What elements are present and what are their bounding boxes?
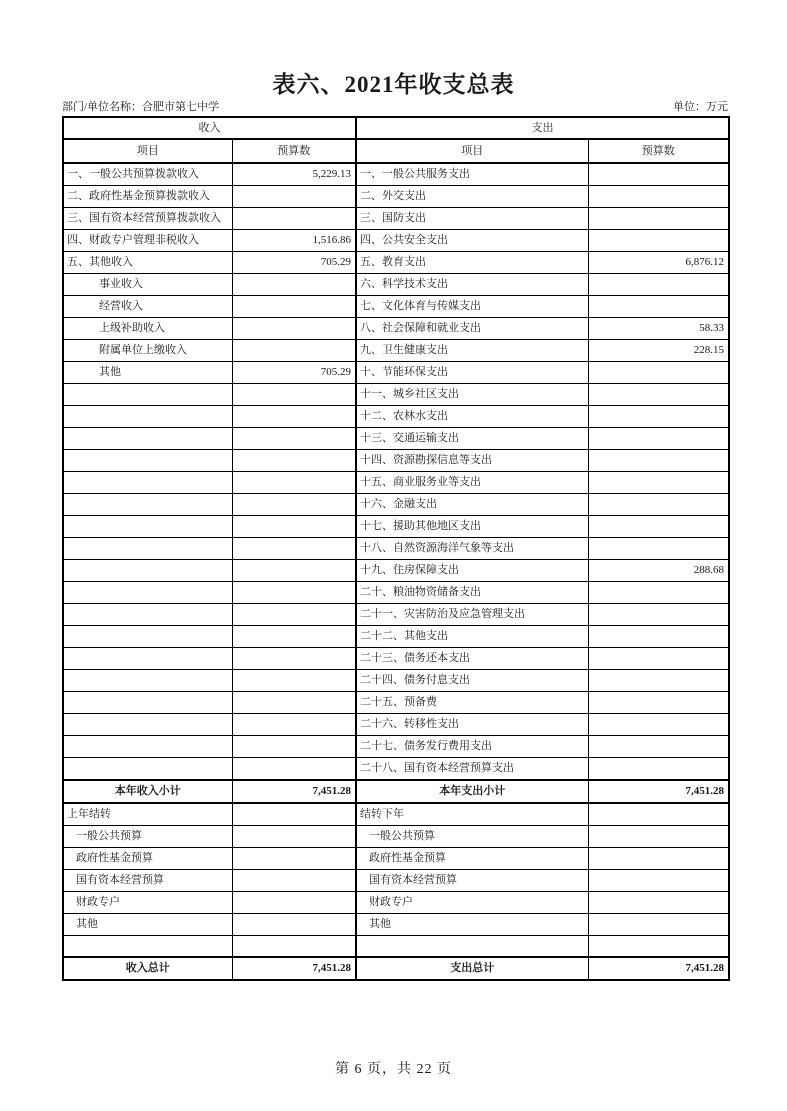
expense-item-cell: 三、国防支出	[356, 208, 588, 230]
expense-item-cell: 十九、住房保障支出	[356, 560, 588, 582]
expense-budget-cell	[588, 516, 729, 538]
income-budget-cell	[232, 538, 356, 560]
income-item-cell	[63, 648, 232, 670]
expense-budget-column-header: 预算数	[588, 139, 729, 163]
income-item-cell	[63, 494, 232, 516]
income-budget-cell: 7,451.28	[232, 957, 356, 980]
income-budget-cell	[232, 848, 356, 870]
income-budget-cell	[232, 516, 356, 538]
table-row	[63, 340, 729, 362]
income-budget-cell	[232, 406, 356, 428]
expense-item-cell: 国有资本经营预算	[356, 870, 588, 892]
income-item-cell: 一、一般公共预算拨款收入	[63, 163, 232, 186]
group-header-row	[63, 117, 729, 139]
expense-budget-cell	[588, 186, 729, 208]
table-row	[63, 384, 729, 406]
expense-budget-cell	[588, 406, 729, 428]
income-item-cell: 上级补助收入	[63, 318, 232, 340]
income-item-cell	[63, 472, 232, 494]
expense-budget-cell	[588, 892, 729, 914]
income-item-cell: 二、政府性基金预算拨款收入	[63, 186, 232, 208]
expense-budget-cell	[588, 428, 729, 450]
income-item-cell	[63, 670, 232, 692]
income-budget-cell	[232, 208, 356, 230]
expense-item-cell: 二十五、预备费	[356, 692, 588, 714]
income-item-cell: 财政专户	[63, 892, 232, 914]
income-budget-cell	[232, 274, 356, 296]
income-budget-cell: 705.29	[232, 362, 356, 384]
income-item-cell	[63, 560, 232, 582]
income-item-cell: 本年收入小计	[63, 780, 232, 803]
expense-budget-cell	[588, 626, 729, 648]
income-item-cell: 附属单位上缴收入	[63, 340, 232, 362]
expense-item-cell: 二十四、债务付息支出	[356, 670, 588, 692]
table-row	[63, 163, 729, 186]
income-item-cell	[63, 450, 232, 472]
income-item-cell: 其他	[63, 914, 232, 936]
table-row	[63, 736, 729, 758]
income-group-header: 收入	[63, 117, 356, 139]
expense-item-cell: 八、社会保障和就业支出	[356, 318, 588, 340]
summary-row	[63, 780, 729, 803]
income-budget-cell	[232, 340, 356, 362]
expense-budget-cell	[588, 208, 729, 230]
expense-budget-cell	[588, 604, 729, 626]
expense-item-cell: 二十八、国有资本经营预算支出	[356, 758, 588, 781]
table-row	[63, 428, 729, 450]
expense-budget-cell	[588, 384, 729, 406]
summary-row	[63, 957, 729, 980]
unit-label: 单位：万元	[673, 101, 728, 113]
income-budget-cell	[232, 318, 356, 340]
expense-budget-cell: 6,876.12	[588, 252, 729, 274]
column-header-row	[63, 139, 729, 163]
expense-budget-cell	[588, 670, 729, 692]
table-row	[63, 186, 729, 208]
expense-item-cell: 二十三、债务还本支出	[356, 648, 588, 670]
budget-summary-table	[62, 116, 730, 981]
income-item-cell	[63, 714, 232, 736]
income-budget-cell: 705.29	[232, 252, 356, 274]
income-budget-cell	[232, 582, 356, 604]
income-item-cell: 国有资本经营预算	[63, 870, 232, 892]
expense-budget-cell	[588, 494, 729, 516]
expense-budget-cell	[588, 692, 729, 714]
expense-item-cell: 十五、商业服务业等支出	[356, 472, 588, 494]
table-row	[63, 296, 729, 318]
income-item-cell	[63, 406, 232, 428]
expense-item-cell: 二十二、其他支出	[356, 626, 588, 648]
expense-item-cell: 政府性基金预算	[356, 848, 588, 870]
income-item-column-header: 项目	[63, 139, 232, 163]
expense-item-cell: 结转下年	[356, 803, 588, 826]
expense-budget-cell	[588, 648, 729, 670]
table-row	[63, 538, 729, 560]
table-row	[63, 892, 729, 914]
income-budget-cell: 1,516.86	[232, 230, 356, 252]
expense-item-cell: 财政专户	[356, 892, 588, 914]
income-budget-cell	[232, 450, 356, 472]
expense-item-cell: 其他	[356, 914, 588, 936]
table-body	[63, 163, 729, 980]
income-item-cell: 其他	[63, 362, 232, 384]
income-budget-cell	[232, 428, 356, 450]
table-row	[63, 870, 729, 892]
expense-budget-cell: 7,451.28	[588, 780, 729, 803]
table-row	[63, 826, 729, 848]
expense-item-cell: 六、科学技术支出	[356, 274, 588, 296]
expense-item-cell: 五、教育支出	[356, 252, 588, 274]
table-row	[63, 648, 729, 670]
expense-item-cell: 十四、资源勘探信息等支出	[356, 450, 588, 472]
expense-budget-cell	[588, 826, 729, 848]
income-budget-cell	[232, 826, 356, 848]
income-item-cell	[63, 516, 232, 538]
expense-budget-cell: 7,451.28	[588, 957, 729, 980]
table-row	[63, 714, 729, 736]
table-row	[63, 362, 729, 384]
table-row	[63, 252, 729, 274]
income-item-cell	[63, 626, 232, 648]
expense-item-cell	[356, 936, 588, 957]
expense-item-cell: 十八、自然资源海洋气象等支出	[356, 538, 588, 560]
income-budget-cell: 7,451.28	[232, 780, 356, 803]
income-item-cell: 五、其他收入	[63, 252, 232, 274]
income-budget-cell	[232, 803, 356, 826]
table-row	[63, 692, 729, 714]
expense-budget-cell	[588, 362, 729, 384]
table-row	[63, 494, 729, 516]
table-row	[63, 604, 729, 626]
expense-budget-cell	[588, 472, 729, 494]
expense-group-header: 支出	[356, 117, 729, 139]
expense-budget-cell	[588, 736, 729, 758]
expense-budget-cell: 58.33	[588, 318, 729, 340]
table-row	[63, 936, 729, 957]
income-item-cell	[63, 692, 232, 714]
expense-item-cell: 十七、援助其他地区支出	[356, 516, 588, 538]
expense-budget-cell: 288.68	[588, 560, 729, 582]
expense-budget-cell	[588, 936, 729, 957]
expense-item-cell: 一、一般公共服务支出	[356, 163, 588, 186]
income-item-cell: 经营收入	[63, 296, 232, 318]
income-budget-cell	[232, 472, 356, 494]
expense-item-cell: 十三、交通运输支出	[356, 428, 588, 450]
table-row	[63, 274, 729, 296]
income-item-cell	[63, 604, 232, 626]
income-item-cell	[63, 936, 232, 957]
income-budget-cell	[232, 870, 356, 892]
table-row	[63, 472, 729, 494]
income-budget-cell	[232, 648, 356, 670]
income-budget-cell	[232, 626, 356, 648]
income-item-cell: 三、国有资本经营预算拨款收入	[63, 208, 232, 230]
income-item-cell	[63, 384, 232, 406]
income-item-cell: 上年结转	[63, 803, 232, 826]
income-budget-cell	[232, 692, 356, 714]
expense-item-cell: 一般公共预算	[356, 826, 588, 848]
income-budget-cell	[232, 892, 356, 914]
expense-item-cell: 二、外交支出	[356, 186, 588, 208]
table-row	[63, 803, 729, 826]
table-row	[63, 582, 729, 604]
income-budget-cell	[232, 714, 356, 736]
income-item-cell: 事业收入	[63, 274, 232, 296]
expense-item-cell: 四、公共安全支出	[356, 230, 588, 252]
table-row	[63, 516, 729, 538]
expense-budget-cell	[588, 848, 729, 870]
expense-budget-cell	[588, 450, 729, 472]
expense-item-cell: 本年支出小计	[356, 780, 588, 803]
expense-budget-cell: 228.15	[588, 340, 729, 362]
page-title: 表六、2021年收支总表	[272, 72, 515, 97]
expense-budget-cell	[588, 274, 729, 296]
table-row	[63, 626, 729, 648]
expense-item-cell: 二十六、转移性支出	[356, 714, 588, 736]
income-budget-cell	[232, 560, 356, 582]
expense-item-cell: 七、文化体育与传媒支出	[356, 296, 588, 318]
expense-budget-cell	[588, 914, 729, 936]
income-item-cell: 四、财政专户管理非税收入	[63, 230, 232, 252]
expense-budget-cell	[588, 163, 729, 186]
table-row	[63, 914, 729, 936]
expense-item-cell: 二十、粮油物资储备支出	[356, 582, 588, 604]
income-item-cell: 收入总计	[63, 957, 232, 980]
expense-item-cell: 支出总计	[356, 957, 588, 980]
income-budget-cell	[232, 604, 356, 626]
expense-item-cell: 二十七、债务发行费用支出	[356, 736, 588, 758]
table-row	[63, 318, 729, 340]
income-budget-cell	[232, 670, 356, 692]
expense-item-cell: 九、卫生健康支出	[356, 340, 588, 362]
page-number: 第 6 页，共 22 页	[335, 1062, 452, 1077]
expense-budget-cell	[588, 582, 729, 604]
income-item-cell: 政府性基金预算	[63, 848, 232, 870]
expense-budget-cell	[588, 714, 729, 736]
income-item-cell: 一般公共预算	[63, 826, 232, 848]
table-row	[63, 208, 729, 230]
income-budget-cell	[232, 186, 356, 208]
income-budget-cell	[232, 296, 356, 318]
income-item-cell	[63, 428, 232, 450]
expense-item-cell: 十六、金融支出	[356, 494, 588, 516]
expense-budget-cell	[588, 538, 729, 560]
meta-row	[62, 101, 728, 114]
income-budget-cell	[232, 758, 356, 781]
expense-item-column-header: 项目	[356, 139, 588, 163]
income-budget-cell	[232, 914, 356, 936]
expense-budget-cell	[588, 758, 729, 781]
department-name-label: 部门/单位名称：合肥市第七中学	[62, 101, 220, 113]
expense-budget-cell	[588, 296, 729, 318]
expense-item-cell: 十二、农林水支出	[356, 406, 588, 428]
expense-item-cell: 十一、城乡社区支出	[356, 384, 588, 406]
income-budget-cell	[232, 736, 356, 758]
expense-item-cell: 二十一、灾害防治及应急管理支出	[356, 604, 588, 626]
table-row	[63, 230, 729, 252]
income-budget-cell	[232, 384, 356, 406]
table-row	[63, 848, 729, 870]
income-budget-column-header: 预算数	[232, 139, 356, 163]
table-row	[63, 758, 729, 781]
income-budget-cell	[232, 494, 356, 516]
income-budget-cell: 5,229.13	[232, 163, 356, 186]
income-item-cell	[63, 582, 232, 604]
table-row	[63, 670, 729, 692]
expense-budget-cell	[588, 803, 729, 826]
table-row	[63, 406, 729, 428]
table-row	[63, 450, 729, 472]
expense-budget-cell	[588, 870, 729, 892]
income-budget-cell	[232, 936, 356, 957]
expense-budget-cell	[588, 230, 729, 252]
table-row	[63, 560, 729, 582]
income-item-cell	[63, 538, 232, 560]
expense-item-cell: 十、节能环保支出	[356, 362, 588, 384]
income-item-cell	[63, 758, 232, 781]
income-item-cell	[63, 736, 232, 758]
